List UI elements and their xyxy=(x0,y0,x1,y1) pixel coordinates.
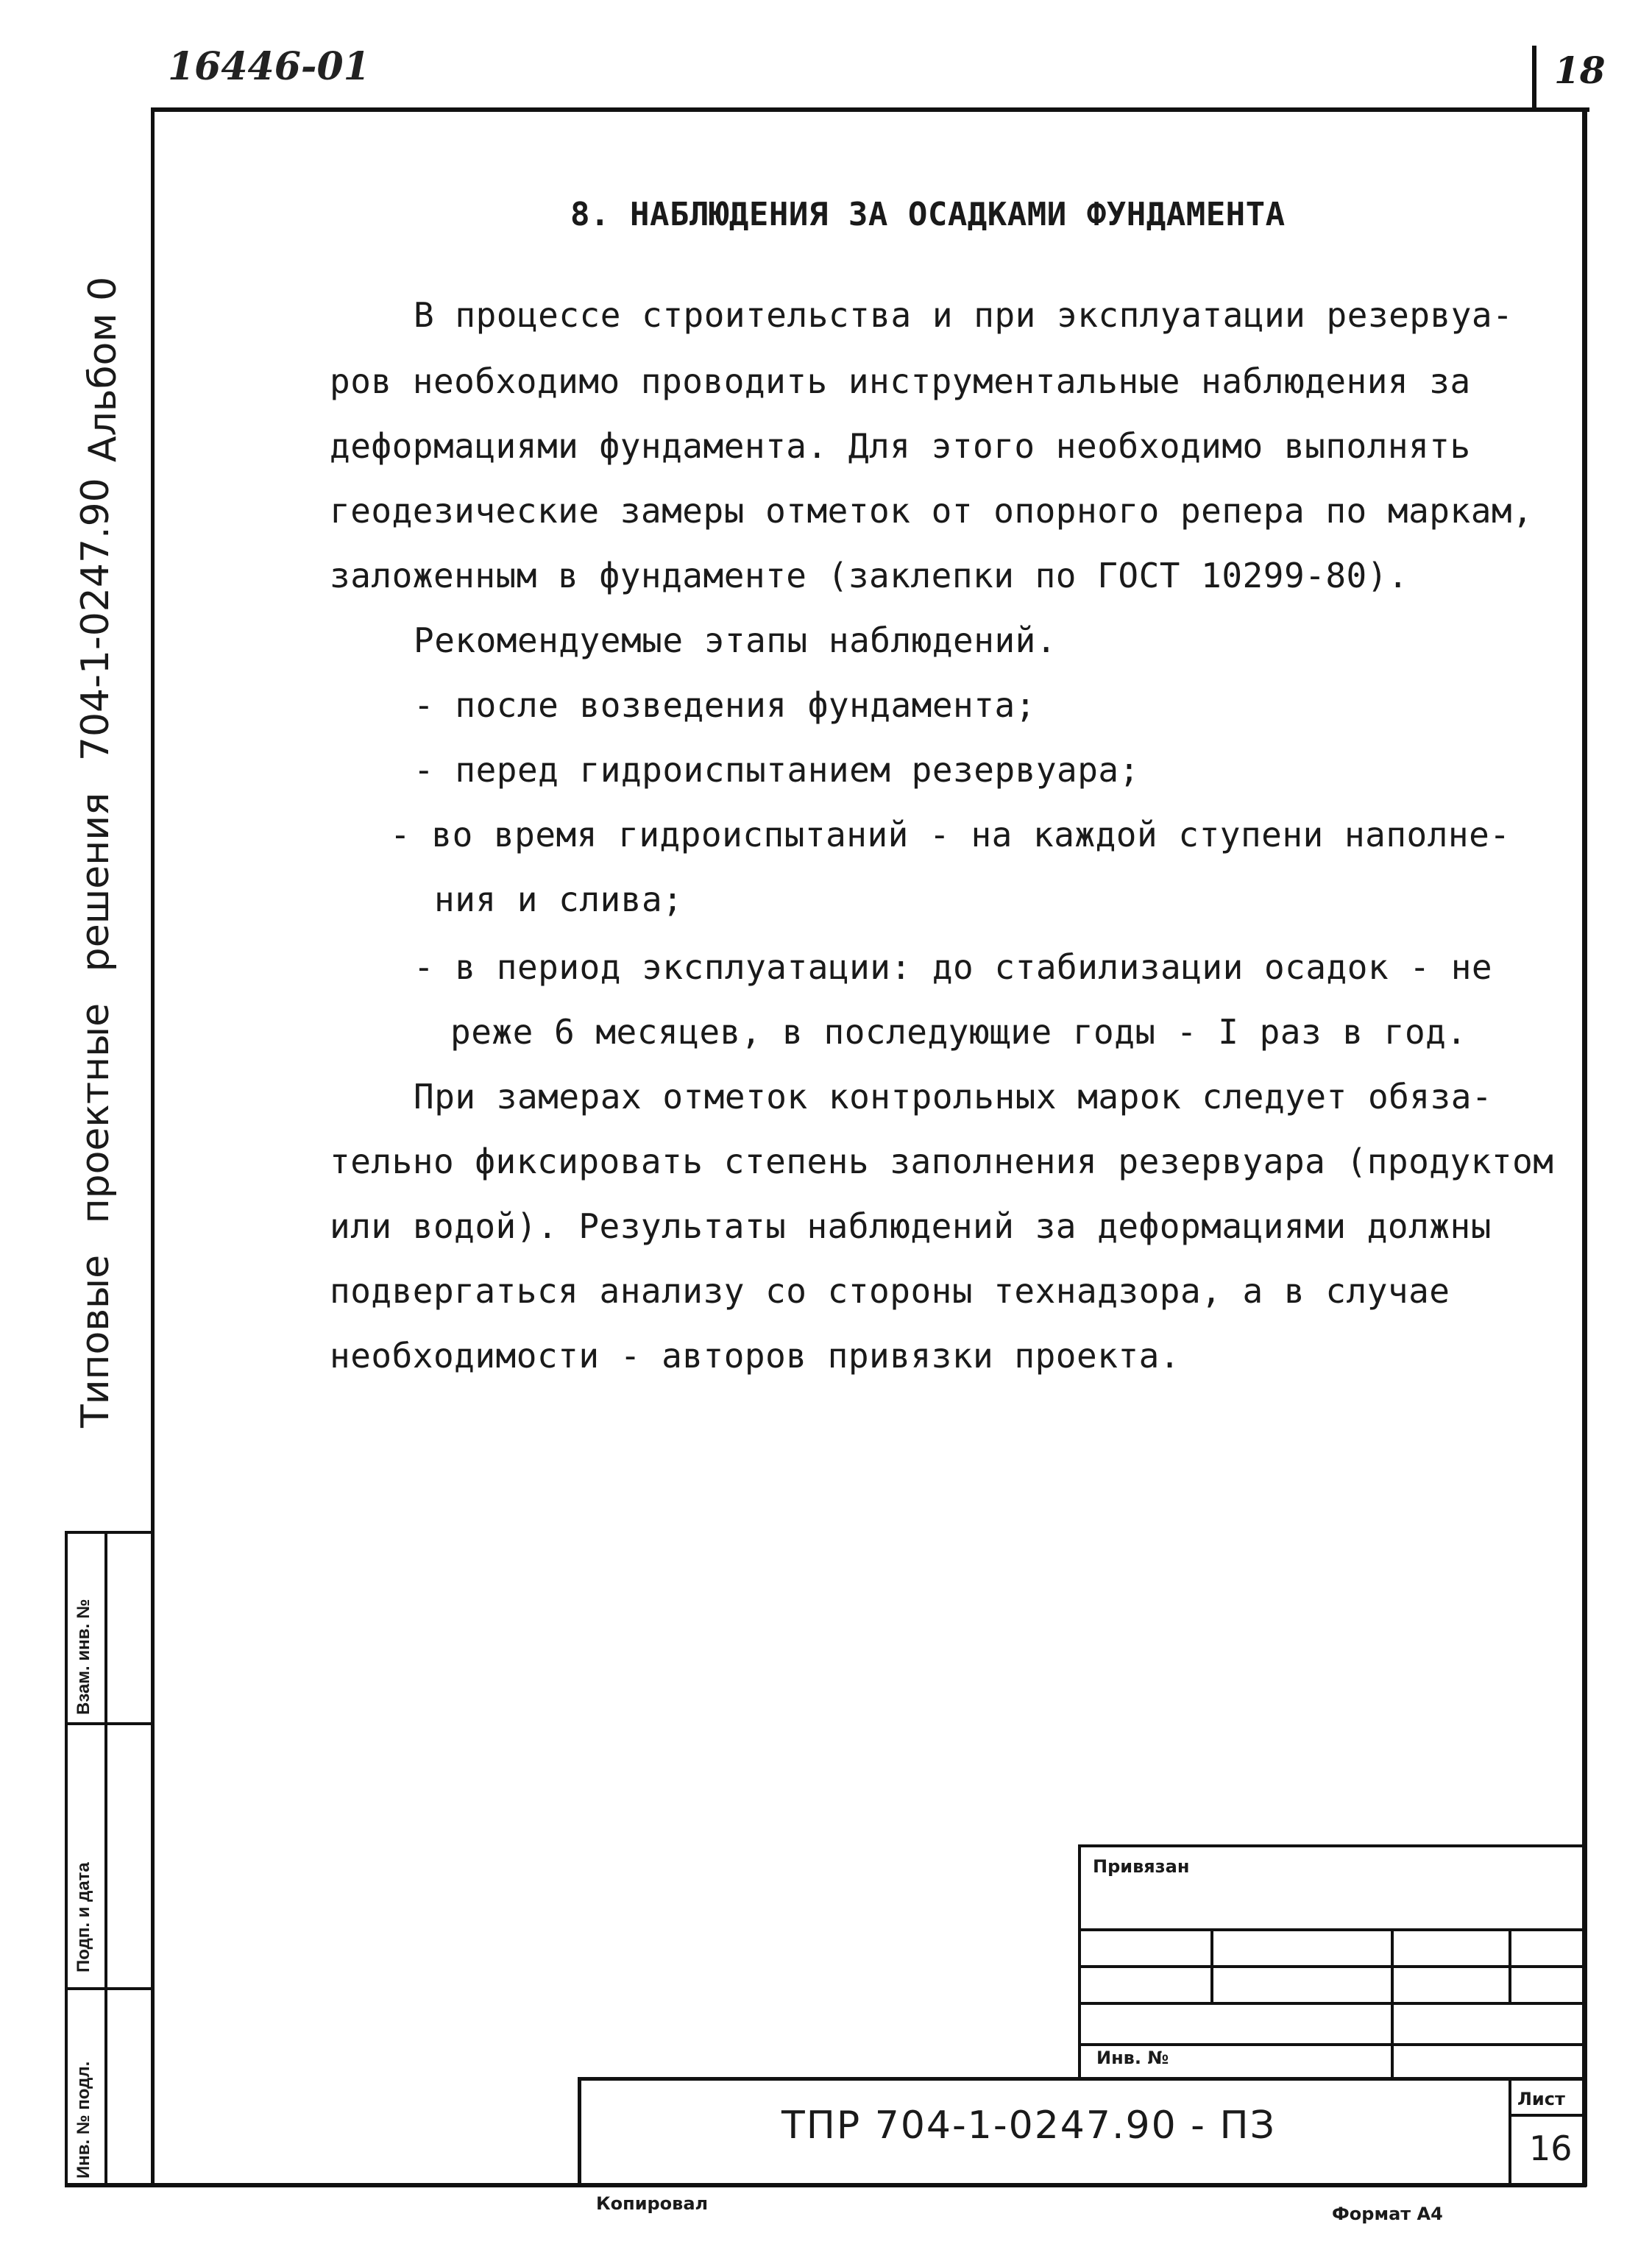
body-list-item-4: - в период эксплуатации: до стабилизации осадок - не xyxy=(414,947,1493,987)
body-list-item-3-cont: ния и слива; xyxy=(434,880,684,919)
section-title: 8. НАБЛЮДЕНИЯ ЗА ОСАДКАМИ ФУНДАМЕНТА xyxy=(570,196,1286,233)
stamp-list-divider xyxy=(1509,2114,1586,2117)
body-line-8: тельно фиксировать степень заполнения резервуара (продуктом xyxy=(330,1142,1554,1181)
body-line-1: В процессе строительства и при эксплуатации резервуа- xyxy=(414,295,1514,335)
stamp-grid-h3 xyxy=(1078,2002,1586,2005)
stamp-list-number: 16 xyxy=(1529,2129,1573,2168)
side-stamp-left xyxy=(65,1531,68,2187)
body-line-10: подвергаться анализу со стороны технадзора, а в случае xyxy=(330,1271,1450,1311)
body-line-11: необходимости - авторов привязки проекта. xyxy=(330,1336,1180,1376)
stamp-privyazan-label: Привязан xyxy=(1093,1856,1190,1877)
body-line-2: ров необходимо проводить инструментальные наблюдения за xyxy=(330,361,1471,401)
body-list-item-4-cont: реже 6 месяцев, в последующие годы - I раз в год. xyxy=(450,1012,1467,1052)
body-line-4: геодезические замеры отметок от опорного репера по маркам, xyxy=(330,491,1534,531)
stamp-designation: ТПР 704-1-0247.90 - ПЗ xyxy=(781,2103,1276,2148)
stamp-list-left xyxy=(1509,2077,1511,2186)
footer-format: Формат А4 xyxy=(1332,2204,1443,2224)
stamp-inv-no-label: Инв. № xyxy=(1096,2048,1169,2068)
side-stamp-div-2 xyxy=(65,1987,153,1990)
frame-bottom xyxy=(65,2183,1587,2187)
body-line-5: заложенным в фундаменте (заклепки по ГОСТ 10299-80). xyxy=(330,556,1409,595)
frame-top xyxy=(151,107,1589,112)
body-line-7: При замерах отметок контрольных марок следует обяза- xyxy=(414,1077,1493,1117)
stamp-grid-v3 xyxy=(1509,1928,1511,2002)
body-list-item-2: - перед гидроиспытанием резервуара; xyxy=(414,750,1140,790)
side-stamp-div-1 xyxy=(65,1722,153,1725)
footer-kopiroval: Копировал xyxy=(596,2193,709,2214)
frame-left xyxy=(151,107,155,2187)
margin-series-label: Типовые проектные решения 704-1-0247.90 xyxy=(74,478,118,1428)
stamp-grid-v2 xyxy=(1391,1928,1394,2080)
side-stamp-vzam-inv: Взам. инв. № xyxy=(74,1599,93,1715)
handwritten-document-number: 16446-01 xyxy=(168,44,370,89)
side-stamp-mid xyxy=(104,1531,107,2187)
stamp-grid-v1 xyxy=(1210,1928,1213,2002)
frame-right xyxy=(1582,107,1587,2187)
body-list-item-3: - во время гидроиспытаний - на каждой ступени наполне- xyxy=(390,815,1511,854)
body-line-6: Рекомендуемые этапы наблюдений. xyxy=(414,620,1057,660)
side-stamp-top xyxy=(65,1531,153,1534)
body-list-item-1: - после возведения фундамента; xyxy=(414,685,1036,725)
stamp-main-left xyxy=(578,2077,581,2186)
stamp-main-top xyxy=(578,2077,1586,2081)
margin-album-label: Альбом 0 xyxy=(81,276,125,462)
body-line-3: деформациями фундамента. Для этого необходимо выполнять xyxy=(330,426,1471,466)
side-stamp-inv-podl: Инв. № подл. xyxy=(74,2061,93,2179)
side-stamp-podp-data: Подп. и дата xyxy=(74,1862,93,1972)
stamp-upper-top xyxy=(1078,1844,1586,1847)
body-line-9: или водой). Результаты наблюдений за деформациями должны xyxy=(330,1206,1492,1246)
stamp-list-label: Лист xyxy=(1517,2089,1565,2109)
page-number-divider xyxy=(1532,46,1536,112)
page-number: 18 xyxy=(1554,49,1606,92)
stamp-grid-h4 xyxy=(1078,2043,1586,2046)
